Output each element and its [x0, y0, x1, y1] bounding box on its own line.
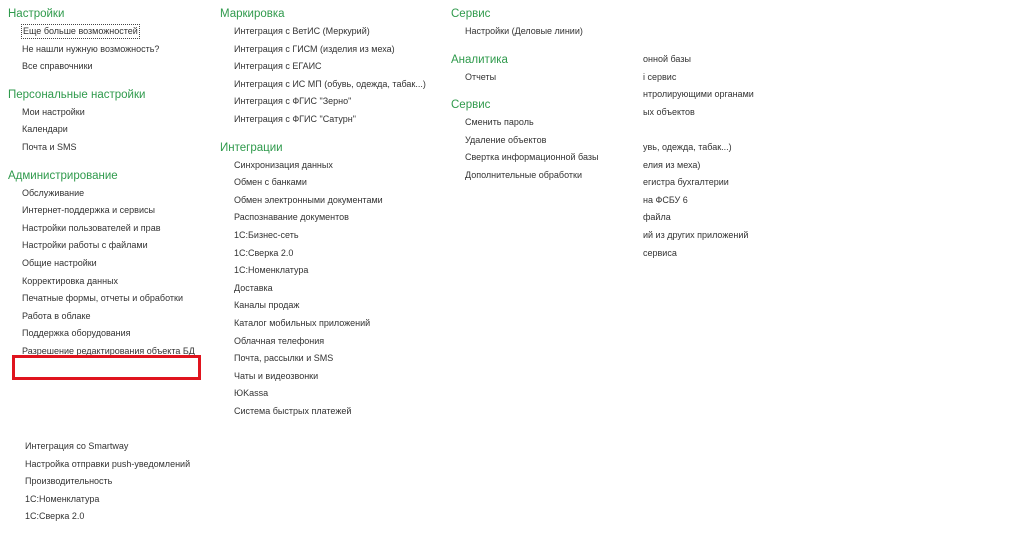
- link-sverka[interactable]: 1С:Сверка 2.0: [234, 247, 294, 258]
- truncated-item[interactable]: нтролирующими органами: [643, 89, 754, 100]
- link-db-object-edit-permission[interactable]: Разрешение редактирования объекта БД: [22, 345, 195, 356]
- highlight-annotation-box: [12, 355, 201, 380]
- link-fgis-zerno[interactable]: Интеграция с ФГИС "Зерно": [234, 96, 352, 107]
- link-push-settings[interactable]: Настройка отправки push-уведомлений: [25, 458, 191, 469]
- link-gism[interactable]: Интеграция с ГИСМ (изделия из меха): [234, 43, 395, 54]
- truncated-item[interactable]: онной базы: [643, 54, 691, 64]
- link-maintenance[interactable]: Обслуживание: [22, 187, 85, 198]
- column-admin: [8, 5, 213, 361]
- link-delete-objects[interactable]: Удаление объектов: [465, 134, 547, 145]
- link-is-mp[interactable]: Интеграция с ИС МП (обувь, одежда, табак...): [234, 78, 426, 89]
- link-more-features-label[interactable]: Еще больше возможностей: [23, 26, 138, 36]
- link-mail-mailing-sms[interactable]: Почта, рассылки и SMS: [234, 353, 334, 364]
- section-title-personal: Персональные настройки: [8, 88, 146, 101]
- truncated-item[interactable]: ий из других приложений: [643, 229, 749, 240]
- truncated-item[interactable]: і сервис: [643, 71, 677, 82]
- link-general-settings[interactable]: Общие настройки: [22, 257, 97, 268]
- link-data-correction[interactable]: Корректировка данных: [22, 275, 119, 286]
- link-doc-recognition[interactable]: Распознавание документов: [234, 212, 349, 223]
- link-chats-video[interactable]: Чаты и видеозвонки: [234, 370, 319, 381]
- section-title-admin: Администрирование: [8, 169, 118, 182]
- link-egais[interactable]: Интеграция с ЕГАИС: [234, 61, 322, 72]
- link-internet-support[interactable]: Интернет-поддержка и сервисы: [22, 205, 155, 216]
- link-data-sync[interactable]: Синхронизация данных: [234, 159, 333, 170]
- section-title-integrations: Интеграции: [220, 141, 283, 154]
- link-mobile-apps[interactable]: Каталог мобильных приложений: [234, 317, 371, 328]
- column-service: [451, 5, 641, 185]
- link-vetis[interactable]: Интеграция с ВетИС (Меркурий): [234, 26, 370, 36]
- truncated-column-remnants: [643, 51, 754, 262]
- extra-admin-list: [25, 438, 190, 526]
- truncated-item[interactable]: файла: [643, 212, 671, 223]
- link-delivery[interactable]: Доставка: [234, 282, 273, 293]
- link-nomenclature[interactable]: 1С:Номенклатура: [234, 265, 309, 276]
- link-business-network[interactable]: 1С:Бизнес-сеть: [234, 229, 299, 240]
- link-reports[interactable]: Отчеты: [465, 71, 497, 82]
- truncated-item[interactable]: увь, одежда, табак...): [643, 141, 732, 152]
- section-title-service: Сервис: [451, 8, 491, 20]
- link-sales-channels[interactable]: Каналы продаж: [234, 300, 300, 311]
- link-cloud-telephony[interactable]: Облачная телефония: [234, 335, 325, 346]
- link-delovye-linii[interactable]: Настройки (Деловые линии): [465, 26, 583, 36]
- section-title-marking: Маркировка: [220, 8, 285, 20]
- link-my-settings[interactable]: Мои настройки: [22, 106, 85, 117]
- link-fgis-saturn[interactable]: Интеграция с ФГИС "Сатурн": [234, 113, 356, 124]
- link-smartway[interactable]: Интеграция со Smartway: [25, 441, 129, 451]
- section-title-analytics: Аналитика: [451, 53, 508, 66]
- link-1c-nomenclature[interactable]: 1С:Номенклатура: [25, 493, 100, 504]
- link-file-settings[interactable]: Настройки работы с файлами: [22, 240, 148, 251]
- truncated-item[interactable]: сервиса: [643, 247, 677, 258]
- link-1c-sverka[interactable]: 1С:Сверка 2.0: [25, 511, 85, 522]
- link-print-forms[interactable]: Печатные формы, отчеты и обработки: [22, 293, 183, 304]
- link-db-collapse[interactable]: Свертка информационной базы: [465, 152, 599, 163]
- truncated-item[interactable]: егистра бухгалтерии: [643, 177, 729, 188]
- section-title-service-2: Сервис: [451, 99, 491, 112]
- truncated-item[interactable]: елия из меха): [643, 159, 701, 170]
- link-equipment-support[interactable]: Поддержка оборудования: [22, 328, 131, 339]
- link-user-rights[interactable]: Настройки пользователей и прав: [22, 222, 161, 233]
- link-edo[interactable]: Обмен электронными документами: [234, 194, 383, 205]
- truncated-item[interactable]: ых объектов: [643, 106, 695, 117]
- link-change-password[interactable]: Сменить пароль: [465, 117, 534, 128]
- link-yukassa[interactable]: ЮKassa: [234, 388, 269, 399]
- link-calendars[interactable]: Календари: [22, 124, 68, 135]
- link-more-features[interactable]: [22, 23, 213, 41]
- link-mail-sms[interactable]: Почта и SMS: [22, 141, 77, 152]
- truncated-item-empty: [643, 121, 754, 139]
- link-performance[interactable]: Производительность: [25, 476, 113, 487]
- truncated-item[interactable]: на ФСБУ 6: [643, 194, 688, 205]
- column-marking-integrations: [220, 5, 445, 420]
- link-all-catalogs[interactable]: Все справочники: [22, 61, 93, 72]
- link-extra-processing[interactable]: Дополнительные обработки: [465, 169, 582, 180]
- link-cloud-work[interactable]: Работа в облаке: [22, 310, 91, 321]
- link-bank-exchange[interactable]: Обмен с банками: [234, 177, 307, 188]
- link-sbp[interactable]: Система быстрых платежей: [234, 405, 352, 416]
- section-title-nastroiki: Настройки: [8, 8, 65, 20]
- link-not-found-feature[interactable]: Не нашли нужную возможность?: [22, 43, 160, 54]
